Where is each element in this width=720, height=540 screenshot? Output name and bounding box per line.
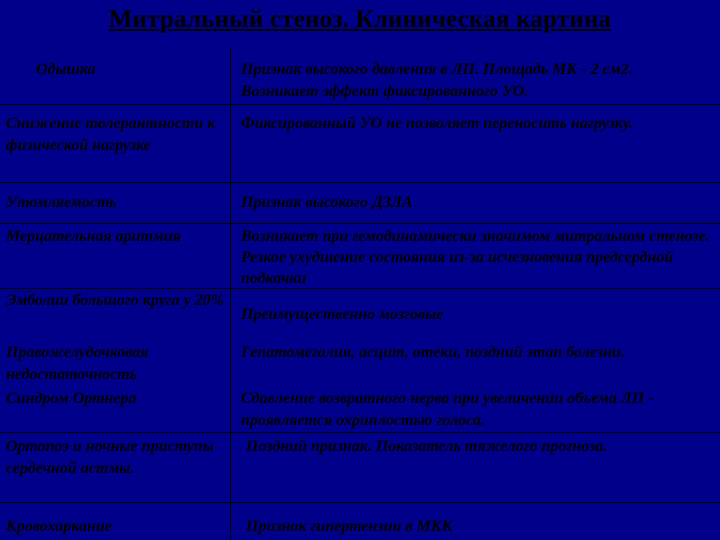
- slide-title: Митральный стеноз. Клиническая картина: [108, 6, 612, 33]
- description-cell: Преимущественно мозговые: [241, 306, 444, 323]
- row-divider: [0, 104, 720, 105]
- symptom-cell: Снижение толерантности к физической нагрузке: [6, 115, 216, 154]
- description-cell: Признак высокого давления в ЛП. Площадь МК - 2 см2. Возникает эффект фиксированного УО.: [241, 61, 633, 100]
- symptom-cell: Одышка: [36, 61, 96, 78]
- description-cell: Возникает при гемодинамически значимом митральном стенозе. Резкое ухудшение состояния из-за исчезновения предсердной подкачки: [241, 228, 710, 287]
- description-cell: Сдавление возвратного нерва при увеличении объема ЛП - проявляется охриплостью голоса.: [241, 390, 654, 429]
- description-cell: Гепатомегалия, асцит, отеки, поздний этап болезни.: [241, 344, 625, 361]
- symptoms-table: [0, 48, 720, 540]
- row-divider: [0, 182, 720, 183]
- row-divider: [0, 223, 720, 224]
- symptom-cell: Кровохаркание: [6, 518, 112, 535]
- row-divider: [0, 502, 720, 503]
- symptom-cell: Ортопоэ и ночные приступы сердечной астмы.: [6, 438, 214, 477]
- symptom-cell: Мерцательная аритмия: [6, 228, 182, 245]
- description-cell: Фиксированный УО не позволяет переносить нагрузку.: [241, 115, 633, 132]
- description-cell: Признак гипертензии в МКК: [246, 518, 453, 535]
- symptom-cell: Утомляемость: [6, 194, 117, 211]
- symptom-cell: Эмболии большого круга у 20%: [6, 292, 224, 309]
- symptom-cell: Правожелудочковая недостаточность: [6, 344, 149, 383]
- column-divider: [230, 48, 231, 540]
- row-divider: [0, 432, 720, 433]
- description-cell: Поздний признак. Показатель тяжелого прогноза.: [246, 438, 608, 455]
- description-cell: Признак высокого ДЗЛА: [241, 194, 413, 211]
- symptom-cell: Синдром Ортнера: [6, 390, 137, 407]
